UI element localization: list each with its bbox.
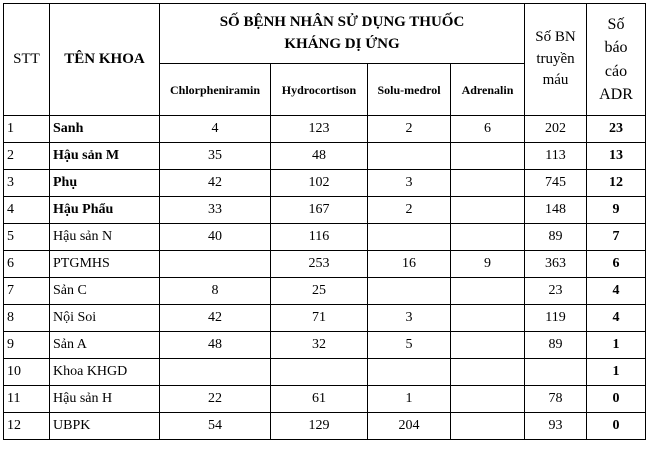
cell-so-bn: 93 (525, 413, 587, 440)
cell-so-bn: 89 (525, 224, 587, 251)
header-so-bn-line1: Số BN (535, 28, 576, 45)
cell-stt: 4 (4, 197, 50, 224)
cell-so-bao-cao-adr: 1 (587, 359, 646, 386)
cell-so-bao-cao-adr: 7 (587, 224, 646, 251)
cell-stt: 12 (4, 413, 50, 440)
cell-solu-medrol: 3 (368, 305, 451, 332)
table-row (4, 359, 646, 386)
cell-khoa: Phụ (50, 170, 160, 197)
table-row (4, 224, 646, 251)
adr-table (3, 3, 646, 440)
cell-adrenalin (451, 143, 525, 170)
cell-solu-medrol (368, 359, 451, 386)
cell-so-bao-cao-adr: 9 (587, 197, 646, 224)
cell-hydrocortison: 102 (271, 170, 368, 197)
cell-hydrocortison: 61 (271, 386, 368, 413)
cell-so-bao-cao-adr: 0 (587, 413, 646, 440)
cell-hydrocortison: 253 (271, 251, 368, 278)
cell-hydrocortison: 25 (271, 278, 368, 305)
cell-so-bao-cao-adr: 13 (587, 143, 646, 170)
header-adr-line2: báo (604, 39, 628, 57)
cell-so-bn: 23 (525, 278, 587, 305)
cell-adrenalin (451, 413, 525, 440)
cell-hydrocortison: 116 (271, 224, 368, 251)
cell-khoa: Hậu sản H (50, 386, 160, 413)
cell-chlorpheniramin: 8 (160, 278, 271, 305)
cell-hydrocortison (271, 359, 368, 386)
table-row (4, 251, 646, 278)
cell-chlorpheniramin: 42 (160, 170, 271, 197)
cell-hydrocortison: 48 (271, 143, 368, 170)
cell-chlorpheniramin: 48 (160, 332, 271, 359)
table-row (4, 413, 646, 440)
cell-khoa: Sản A (50, 332, 160, 359)
cell-solu-medrol: 2 (368, 116, 451, 143)
header-adr-line1: Số (607, 16, 625, 34)
cell-adrenalin (451, 305, 525, 332)
table-row (4, 386, 646, 413)
cell-so-bao-cao-adr: 0 (587, 386, 646, 413)
header-ten-khoa: TÊN KHOA (50, 4, 160, 116)
cell-so-bao-cao-adr: 1 (587, 332, 646, 359)
table-body (4, 116, 646, 440)
cell-chlorpheniramin: 4 (160, 116, 271, 143)
cell-so-bao-cao-adr: 12 (587, 170, 646, 197)
cell-stt: 6 (4, 251, 50, 278)
cell-chlorpheniramin (160, 359, 271, 386)
cell-adrenalin (451, 359, 525, 386)
cell-hydrocortison: 71 (271, 305, 368, 332)
cell-solu-medrol: 2 (368, 197, 451, 224)
cell-solu-medrol: 3 (368, 170, 451, 197)
cell-stt: 11 (4, 386, 50, 413)
cell-hydrocortison: 129 (271, 413, 368, 440)
cell-chlorpheniramin: 33 (160, 197, 271, 224)
header-drug-group (160, 4, 525, 64)
cell-khoa: Hậu sản N (50, 224, 160, 251)
header-so-bn-line3: máu (542, 72, 569, 89)
cell-adrenalin (451, 386, 525, 413)
cell-so-bao-cao-adr: 4 (587, 278, 646, 305)
cell-chlorpheniramin (160, 251, 271, 278)
cell-solu-medrol: 204 (368, 413, 451, 440)
cell-solu-medrol (368, 224, 451, 251)
table-row (4, 116, 646, 143)
cell-khoa: Khoa KHGD (50, 359, 160, 386)
cell-hydrocortison: 167 (271, 197, 368, 224)
header-so-bn (525, 4, 587, 116)
header-so-bn-line2: truyền (536, 50, 575, 67)
cell-stt: 1 (4, 116, 50, 143)
cell-so-bn: 78 (525, 386, 587, 413)
cell-hydrocortison: 32 (271, 332, 368, 359)
cell-chlorpheniramin: 54 (160, 413, 271, 440)
cell-khoa: Sanh (50, 116, 160, 143)
cell-so-bn: 89 (525, 332, 587, 359)
header-solu-medrol: Solu-medrol (368, 64, 451, 116)
cell-chlorpheniramin: 35 (160, 143, 271, 170)
cell-so-bn: 113 (525, 143, 587, 170)
cell-khoa: Hậu Phẩu (50, 197, 160, 224)
cell-chlorpheniramin: 40 (160, 224, 271, 251)
cell-stt: 7 (4, 278, 50, 305)
cell-solu-medrol: 1 (368, 386, 451, 413)
cell-adrenalin (451, 224, 525, 251)
cell-so-bn (525, 359, 587, 386)
cell-so-bao-cao-adr: 4 (587, 305, 646, 332)
table-row (4, 143, 646, 170)
table-row (4, 278, 646, 305)
cell-so-bn: 148 (525, 197, 587, 224)
cell-hydrocortison: 123 (271, 116, 368, 143)
cell-so-bn: 745 (525, 170, 587, 197)
header-drug-group-line2: KHÁNG DỊ ỨNG (284, 35, 400, 52)
cell-khoa: Hậu sản M (50, 143, 160, 170)
cell-stt: 8 (4, 305, 50, 332)
cell-stt: 10 (4, 359, 50, 386)
header-adr-line3: cáo (604, 62, 628, 80)
header-drug-group-line1: SỐ BỆNH NHÂN SỬ DỤNG THUỐC (219, 13, 465, 30)
table-row (4, 197, 646, 224)
header-adr-line4: ADR (599, 85, 633, 103)
cell-adrenalin: 9 (451, 251, 525, 278)
cell-solu-medrol: 16 (368, 251, 451, 278)
cell-khoa: Nội Soi (50, 305, 160, 332)
cell-adrenalin (451, 197, 525, 224)
cell-solu-medrol: 5 (368, 332, 451, 359)
cell-chlorpheniramin: 22 (160, 386, 271, 413)
table-row (4, 305, 646, 332)
header-chlorpheniramin: Chlorpheniramin (160, 64, 271, 116)
cell-adrenalin (451, 170, 525, 197)
table-row (4, 332, 646, 359)
cell-so-bn: 202 (525, 116, 587, 143)
cell-adrenalin (451, 278, 525, 305)
cell-so-bn: 119 (525, 305, 587, 332)
table-row (4, 170, 646, 197)
cell-adrenalin (451, 332, 525, 359)
cell-stt: 2 (4, 143, 50, 170)
cell-chlorpheniramin: 42 (160, 305, 271, 332)
header-hydrocortison: Hydrocortison (271, 64, 368, 116)
cell-stt: 3 (4, 170, 50, 197)
cell-adrenalin: 6 (451, 116, 525, 143)
cell-so-bn: 363 (525, 251, 587, 278)
cell-khoa: Sản C (50, 278, 160, 305)
header-so-bao-cao-adr (587, 4, 646, 116)
header-stt: STT (4, 4, 50, 116)
header-adrenalin: Adrenalin (451, 64, 525, 116)
cell-so-bao-cao-adr: 23 (587, 116, 646, 143)
cell-khoa: PTGMHS (50, 251, 160, 278)
cell-stt: 5 (4, 224, 50, 251)
cell-stt: 9 (4, 332, 50, 359)
cell-so-bao-cao-adr: 6 (587, 251, 646, 278)
cell-khoa: UBPK (50, 413, 160, 440)
cell-solu-medrol (368, 143, 451, 170)
cell-solu-medrol (368, 278, 451, 305)
